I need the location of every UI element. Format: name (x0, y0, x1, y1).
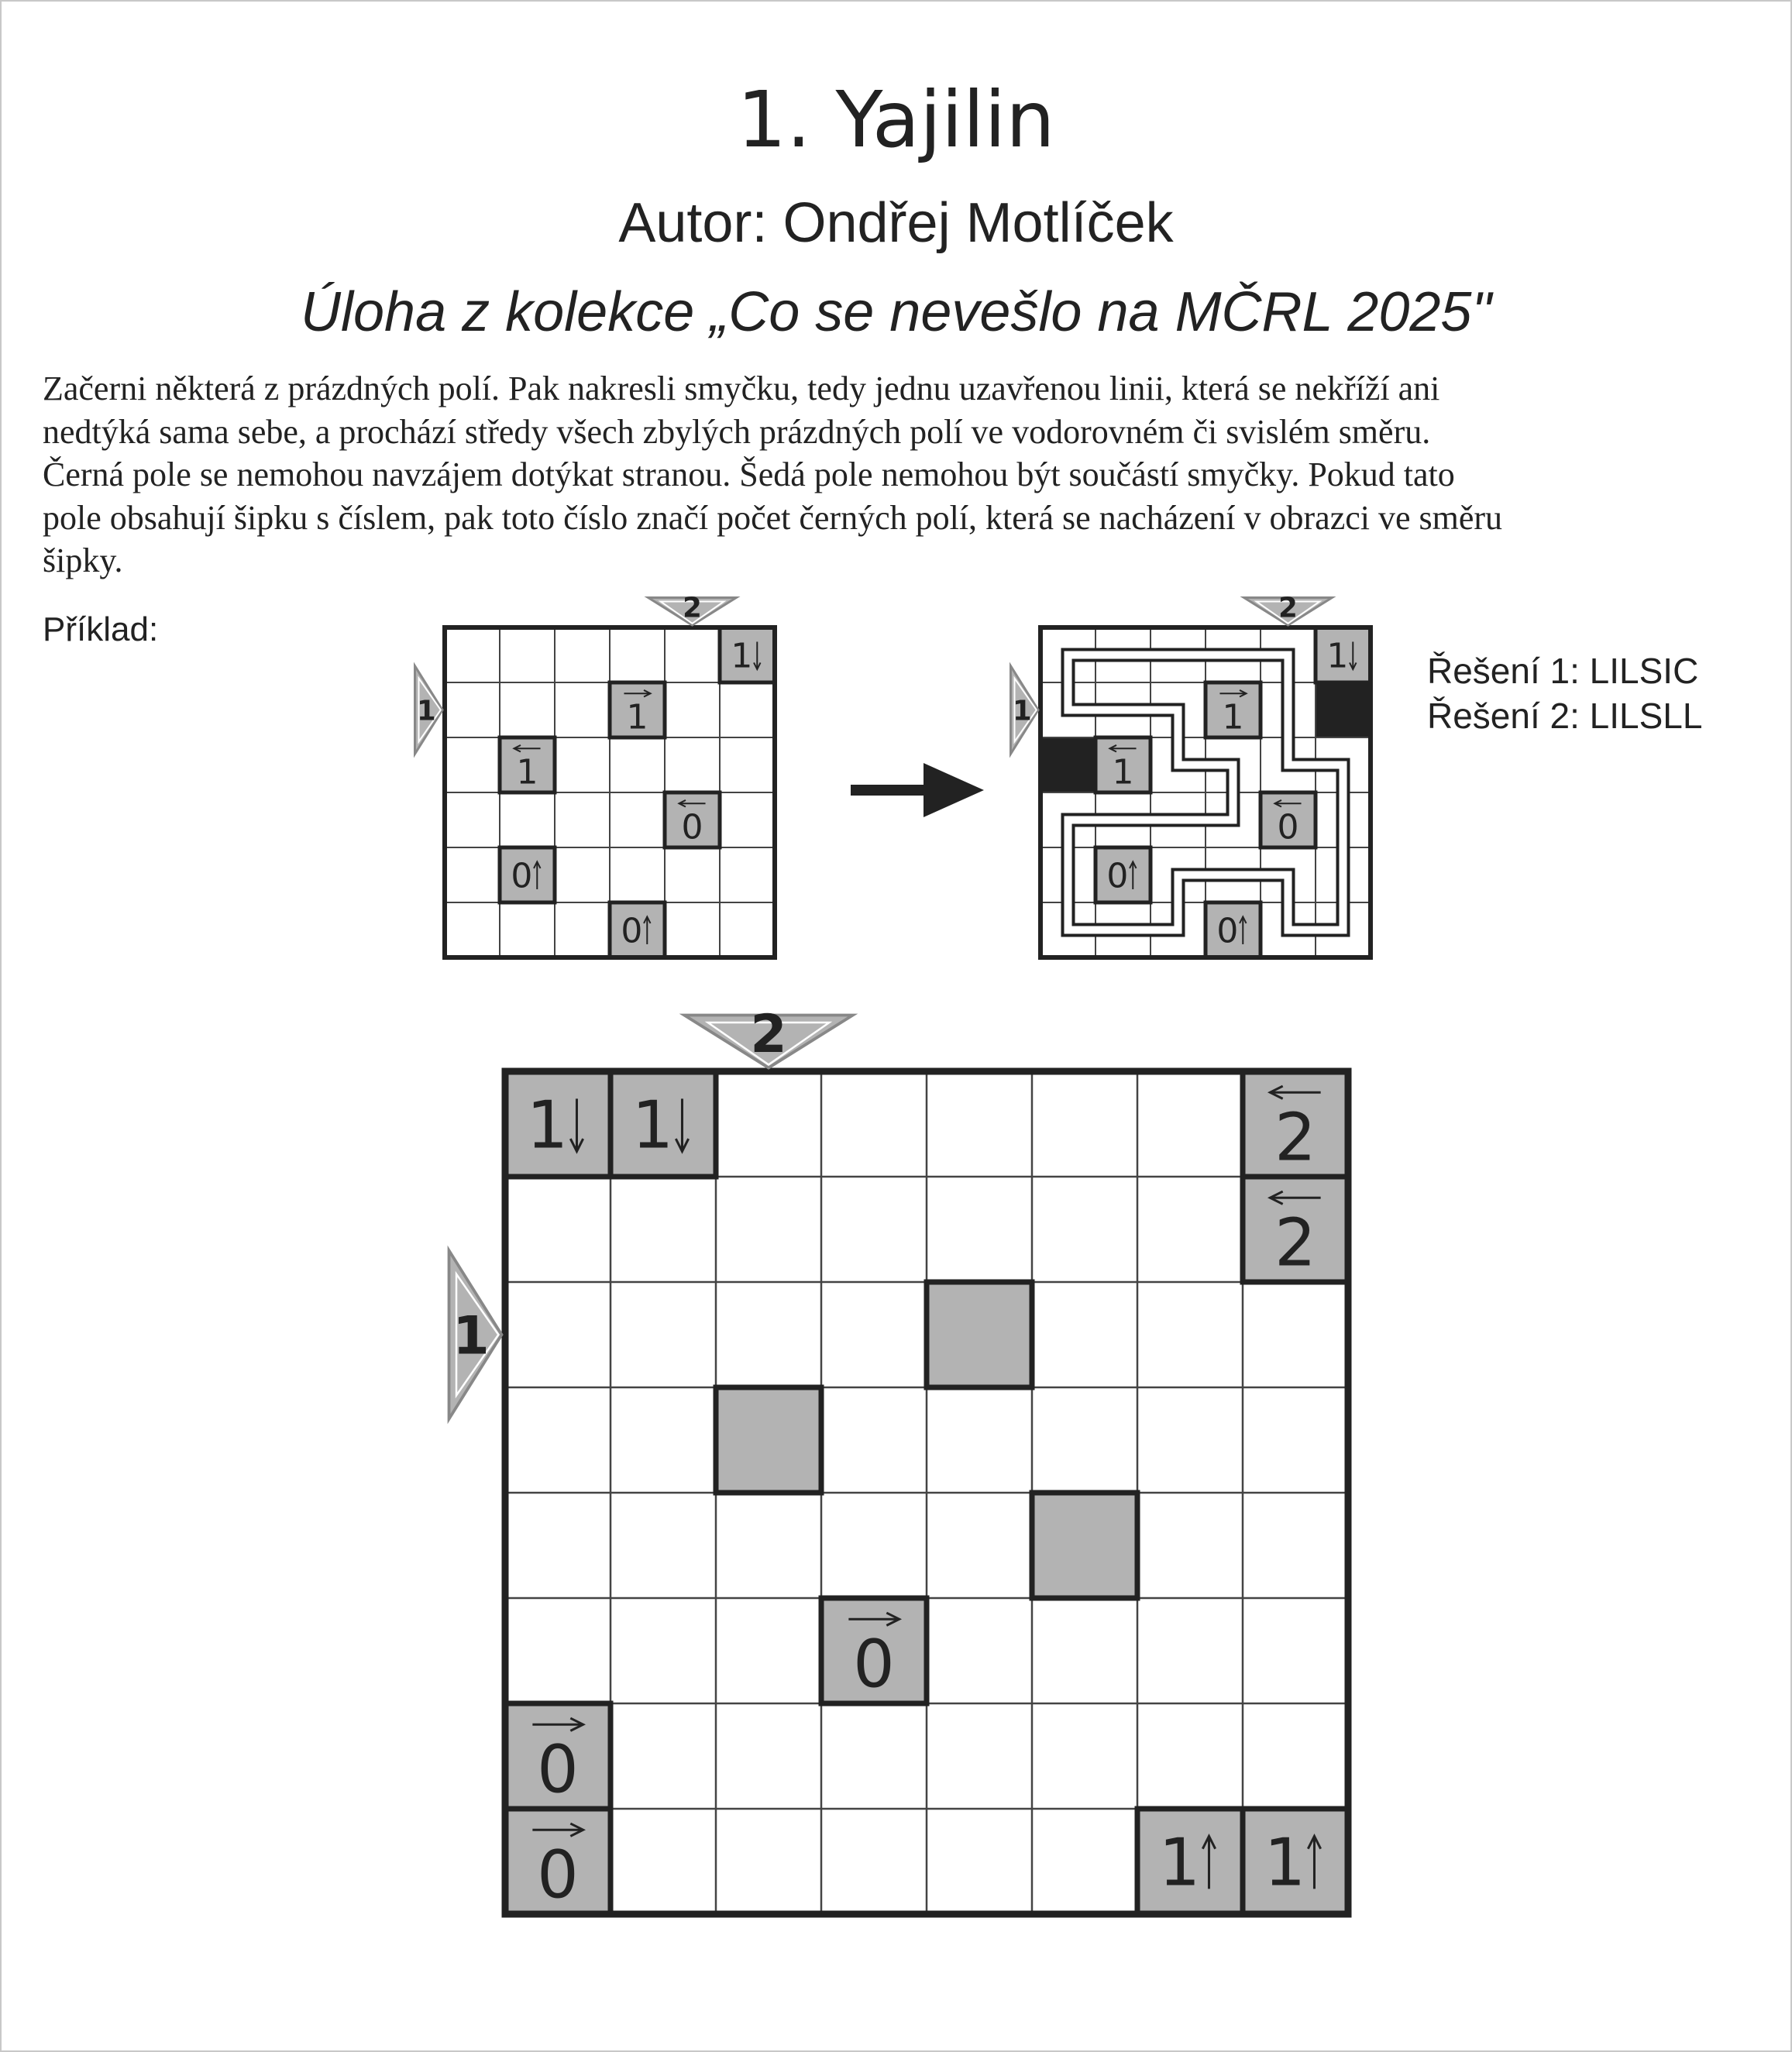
example-to-solution-arrow-icon (851, 763, 984, 817)
clue-number: 1 (626, 697, 648, 737)
clue-number: 1 (1326, 636, 1349, 676)
clue-number: 0 (853, 1626, 895, 1703)
grey-clue-cell (500, 847, 555, 902)
solution-code-1: Řešení 1: LILSIC (1427, 651, 1699, 691)
grey-clue-cell (1243, 1071, 1348, 1177)
rules-line: Začerni některá z prázdných polí. Pak nakresli smyčku, tedy jednu uzavřenou linii, která se nekříží ani (43, 369, 1440, 407)
grey-clue-cell (611, 1071, 716, 1177)
rules-line: nedtýká sama sebe, a prochází středy všech zbylých prázdných polí ve vodorovném či svislém směru. (43, 412, 1431, 451)
clue-number: 2 (1274, 1205, 1316, 1281)
grey-clue-cell (1095, 737, 1151, 792)
grey-clue-cell (927, 1282, 1032, 1387)
grey-clue-cell (720, 627, 775, 682)
grey-clue-cell (665, 792, 720, 847)
grey-clue-cell (500, 737, 555, 792)
clue-number: 1 (1158, 1824, 1201, 1901)
example-grid (415, 592, 776, 957)
grey-clue-cell (1243, 1177, 1348, 1282)
outside-clue-number: 1 (1013, 695, 1032, 727)
grey-clue-cell (1095, 847, 1151, 902)
clue-number: 1 (1264, 1824, 1306, 1901)
clue-number: 0 (511, 856, 533, 896)
outside-clue-left (1011, 666, 1039, 754)
grey-clue-cell (505, 1809, 611, 1914)
outside-clue-top (648, 592, 737, 625)
black-cell (1040, 737, 1095, 792)
example-label: Příklad: (43, 610, 159, 648)
outside-clue-number: 2 (1278, 592, 1298, 624)
clue-number: 1 (516, 752, 538, 792)
page-title: 1. Yajilin (737, 74, 1055, 165)
clue-number: 2 (1274, 1099, 1316, 1176)
rules-line: šipky. (43, 541, 123, 579)
clue-number: 1 (731, 636, 753, 676)
grey-clue-cell (821, 1598, 927, 1703)
grey-clue-cell (1243, 1809, 1348, 1914)
outside-clue-left (449, 1250, 502, 1419)
clue-number: 1 (631, 1087, 674, 1163)
outside-clue-left (415, 666, 443, 754)
clue-number: 0 (1106, 856, 1129, 896)
grey-clue-cell (1032, 1493, 1137, 1598)
grey-clue-cell (1137, 1809, 1243, 1914)
clue-number: 0 (681, 807, 703, 847)
collection-line: Úloha z kolekce „Co se nevešlo na MČRL 2025" (300, 281, 1492, 343)
outside-clue-top (684, 1004, 853, 1067)
grey-clue-cell (610, 682, 665, 737)
clue-number: 0 (1277, 807, 1299, 847)
example-solution-grid (1011, 592, 1371, 957)
grey-clue-cell (505, 1071, 611, 1177)
clue-number: 0 (621, 911, 643, 951)
rules-line: pole obsahují šipku s číslem, pak toto číslo značí počet černých polí, která se nacházení v obrazci ve směru (43, 498, 1503, 537)
clue-number: 0 (537, 1731, 579, 1808)
clue-number: 0 (537, 1837, 579, 1913)
outside-clue-number: 2 (683, 592, 702, 624)
grey-clue-cell (716, 1387, 821, 1493)
clue-number: 1 (1222, 697, 1244, 737)
outside-clue-number: 2 (750, 1004, 787, 1066)
grey-clue-cell (1206, 902, 1261, 957)
main-puzzle-grid[interactable] (449, 1004, 1349, 1914)
author-line: Autor: Ondřej Motlíček (618, 192, 1174, 254)
grey-clue-cell (1316, 627, 1371, 682)
grey-clue-cell (610, 902, 665, 957)
solution-code-2: Řešení 2: LILSLL (1427, 696, 1703, 736)
outside-clue-number: 1 (452, 1305, 490, 1367)
clue-number: 0 (1216, 911, 1239, 951)
grey-clue-cell (1206, 682, 1261, 737)
grey-clue-cell (1261, 792, 1316, 847)
black-cell (1316, 682, 1371, 737)
grey-clue-cell (505, 1703, 611, 1809)
clue-number: 1 (1112, 752, 1134, 792)
outside-clue-top (1244, 592, 1333, 625)
clue-number: 1 (526, 1087, 569, 1163)
outside-clue-number: 1 (417, 695, 436, 727)
rules-line: Černá pole se nemohou navzájem dotýkat stranou. Šedá pole nemohou být součástí smyčky. Pokud tato (43, 455, 1455, 493)
